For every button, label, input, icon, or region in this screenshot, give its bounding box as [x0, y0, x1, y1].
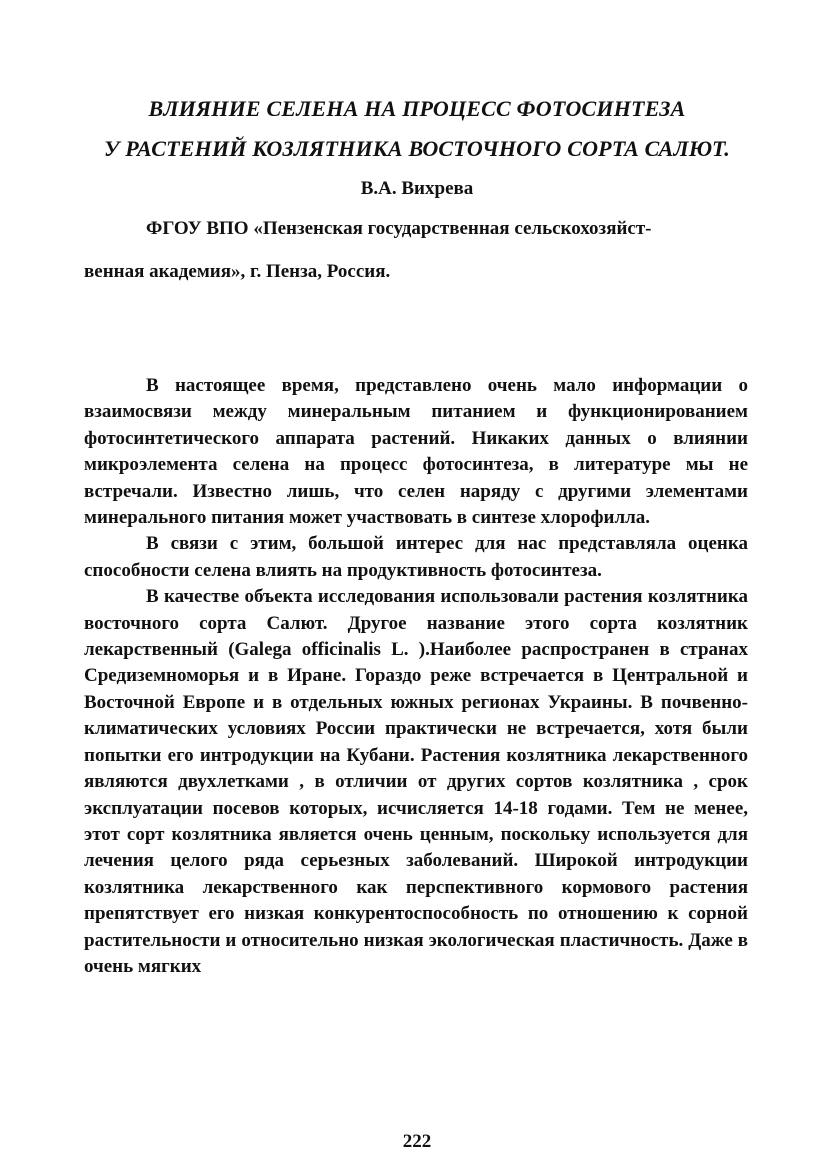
body-paragraph-3: В качестве объекта исследования использовали растения козлятника восточного сорта Салют. Другое название этого сорта козлятник лекарственный (Galega officinalis L. ).Наиболее распространен в странах Средиземноморья и в Иране. Гораздо реже встречается в Центральной и Восточной Европе и в отдельных южных регионах Украины. В почвенно-климатических условиях России практически не встречается, хотя были попытки его интродукции на Кубани. Растения козлятника лекарственного являются двухлетками , в отличии от других сортов козлятника , срок эксплуатации посевов которых, исчисляется 14-18 годами. Тем не менее, этот сорт козлятника является очень ценным, поскольку используется для лечения целого ряда серьезных заболеваний. Широкой интродукции козлятника лекарственного как перспективного кормового растения препятствует его низкая конкурентоспособность по отношению к сорной растительности и относительно низкая экологическая пластичность. Даже в очень мягких	[84, 586, 748, 977]
body-paragraph-1: В настоящее время, представлено очень мало информации о взаимосвязи между минеральным питанием и функционированием фотосинтетического аппарата растений. Никаких данных о влиянии микроэлемента селена на процесс фотосинтеза, в литературе мы не встречали. Известно лишь, что селен наряду с другими элементами минерального питания может участвовать в синтезе хлорофилла.	[84, 375, 748, 529]
body-paragraph-2: В связи с этим, большой интерес для нас представляла оценка способности селена влиять на продуктивность фотосинтеза.	[84, 533, 748, 581]
affiliation-line-1: ФГОУ ВПО «Пензенская государственная сельскохозяйст-	[146, 218, 652, 239]
page-number: 222	[402, 1131, 432, 1152]
affiliation-line-2: венная академия», г. Пенза, Россия.	[84, 261, 391, 282]
article-title-line-1: ВЛИЯНИЕ СЕЛЕНА НА ПРОЦЕСС ФОТОСИНТЕЗА	[148, 96, 686, 121]
article-body	[84, 373, 748, 980]
author-name: В.А. Вихрева	[360, 178, 474, 199]
article-title-line-2: У РАСТЕНИЙ КОЗЛЯТНИКА ВОСТОЧНОГО СОРТА САЛЮТ.	[104, 136, 730, 161]
